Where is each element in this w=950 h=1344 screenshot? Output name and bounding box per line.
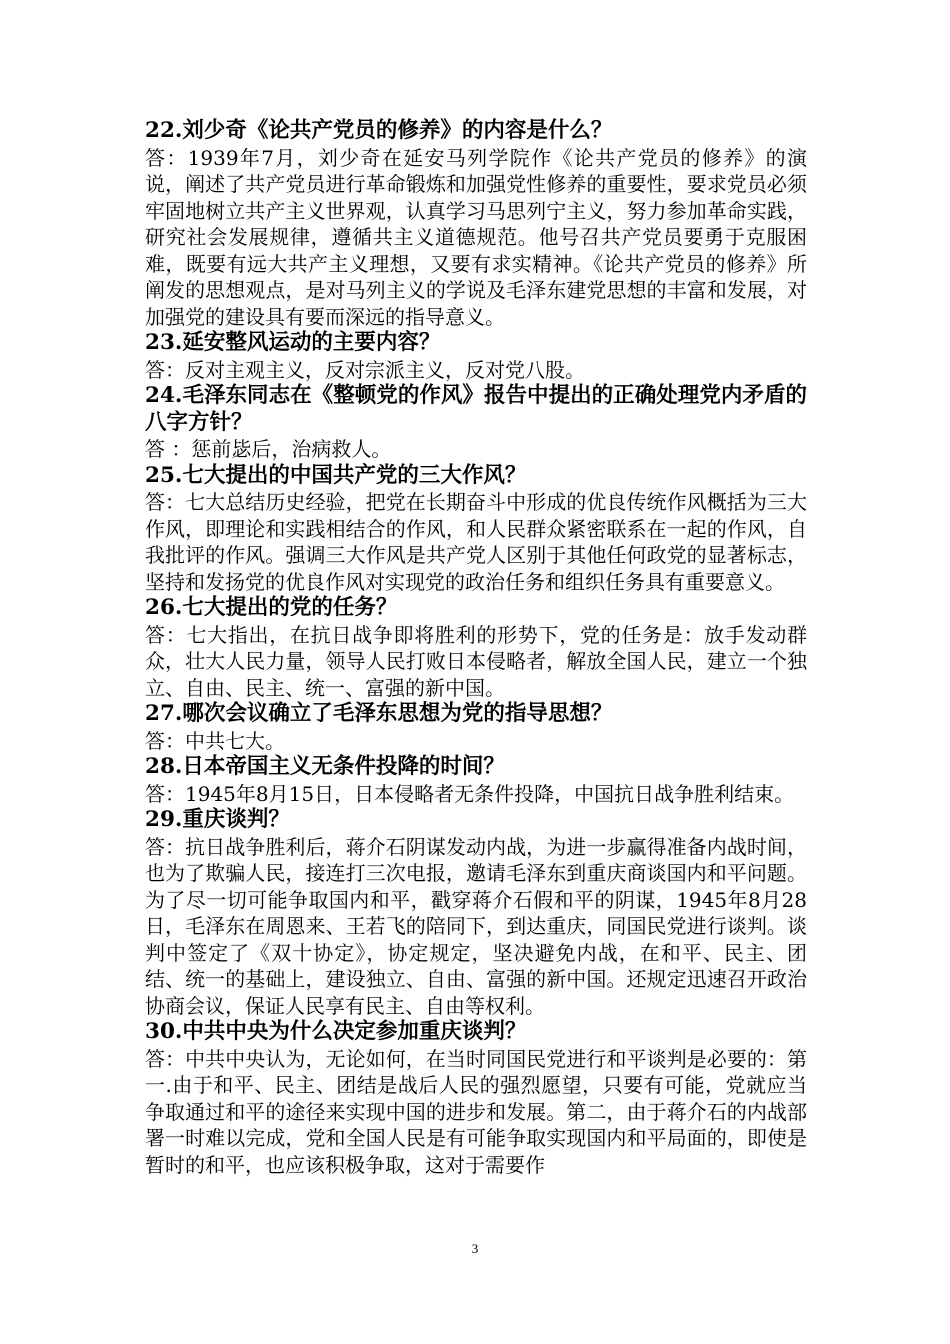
question-26: 26.七大提出的党的任务？ [145, 595, 398, 620]
answer-30: 答：中共中央认为，无论如何，在当时同国民党进行和平谈判是必要的：第一.由于和平、民主、团结是战后人民的强烈愿望，只要有可能，党就应当争取通过和平的途径来实现中国的进步和发展。第二，由于蒋介石的内战部署一时难以完成，党和全国人民是有可能争取实现国内和平局面的，即使是暂时的和平，也应该积极争取，这对于需要作 [145, 1046, 807, 1177]
answer-23: 答：反对主观主义，反对宗派主义，反对党八股。 [145, 357, 585, 382]
answer-25: 答：七大总结历史经验，把党在长期奋斗中形成的优良传统作风概括为三大作风，即理论和实践相结合的作风，和人民群众紧密联系在一起的作风，自我批评的作风。强调三大作风是共产党人区别于其他任何政党的显著标志，坚持和发扬党的优良作风对实现党的政治任务和组织任务具有重要意义。 [145, 490, 807, 594]
answer-26: 答：七大指出，在抗日战争即将胜利的形势下，党的任务是：放手发动群众，壮大人民力量，领导人民打败日本侵略者，解放全国人民，建立一个独立、自由、民主、统一、富强的新中国。 [145, 622, 807, 700]
answer-28: 答：1945年8月15日，日本侵略者无条件投降，中国抗日战争胜利结束。 [145, 781, 795, 806]
answer-29: 答：抗日战争胜利后，蒋介石阴谋发动内战，为进一步赢得准备内战时间，也为了欺骗人民，接连打三次电报，邀请毛泽东到重庆商谈国内和平问题。为了尽一切可能争取国内和平，戳穿蒋介石假和平的阴谋，1945年8月28日，毛泽东在周恩来、王若飞的陪同下，到达重庆，同国民党进行谈判。谈判中签定了《双十协定》，协定规定，坚决避免内战，在和平、民主、团结、统一的基础上，建设独立、自由、富强的新中国。还规定迅速召开政治协商会议，保证人民享有民主、自由等权利。 [145, 834, 807, 1018]
question-22: 22.刘少奇《论共产党员的修养》的内容是什么？ [145, 118, 613, 143]
answer-22: 答：1939年7月，刘少奇在延安马列学院作《论共产党员的修养》的演说，阐述了共产党员进行革命锻炼和加强党性修养的重要性，要求党员必须牢固地树立共产主义世界观，认真学习马思列宁主义，努力参加革命实践，研究社会发展规律，遵循共主义道德规范。他号召共产党员要勇于克服困难，既要有远大共产主义理想，又要有求实精神。《论共产党员的修养》所阐发的思想观点，是对马列主义的学说及毛泽东建党思想的丰富和发展，对加强党的建设具有要而深远的指导意义。 [145, 145, 807, 329]
answer-24: 答 ：惩前毖后，治病救人。 [145, 437, 392, 461]
question-27: 27.哪次会议确立了毛泽东思想为党的指导思想？ [145, 701, 613, 726]
question-23: 23.延安整风运动的主要内容？ [145, 330, 441, 355]
answer-27: 答：中共七大。 [145, 728, 285, 753]
question-25: 25.七大提出的中国共产党的三大作风？ [145, 462, 527, 488]
question-24: 24.毛泽东同志在《整顿党的作风》报告中提出的正确处理党内矛盾的八字方针？ [145, 383, 807, 435]
question-30: 30.中共中央为什么决定参加重庆谈判？ [145, 1019, 527, 1044]
question-29: 29.重庆谈判？ [145, 807, 290, 832]
question-28: 28.日本帝国主义无条件投降的时间？ [145, 754, 505, 779]
document-body [145, 118, 807, 1178]
page-number: 3 [471, 1241, 479, 1256]
